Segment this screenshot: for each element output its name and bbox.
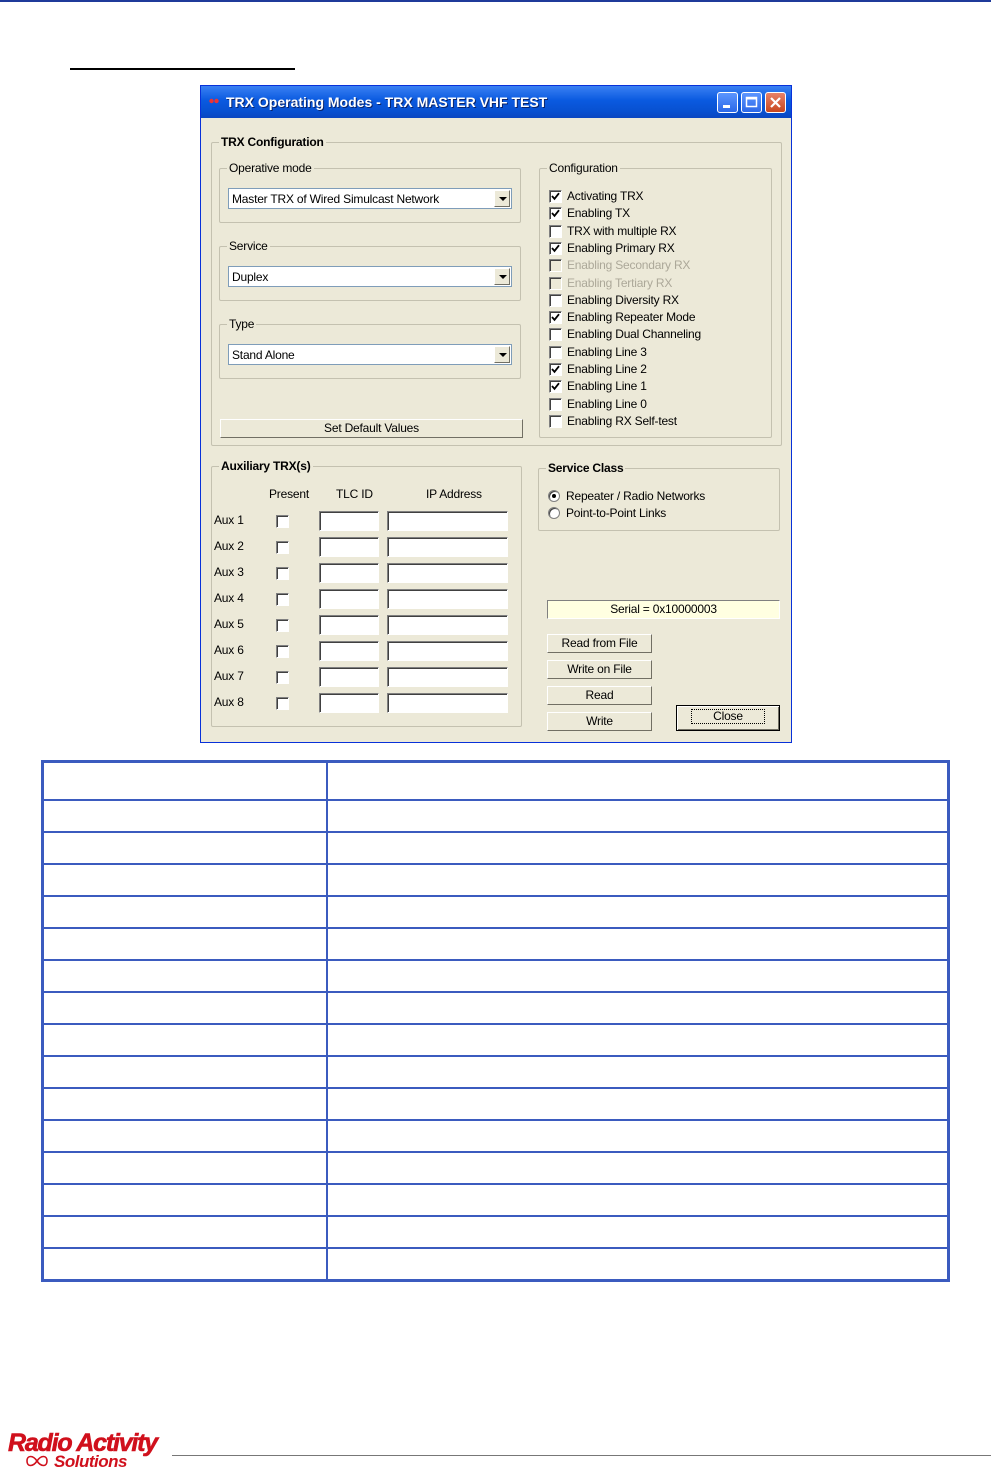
aux-ip-address-field[interactable]	[387, 641, 508, 661]
table-row	[43, 1152, 949, 1184]
aux-ip-address-field[interactable]	[387, 693, 508, 713]
chevron-down-icon[interactable]	[494, 346, 510, 363]
aux-ip-address-field[interactable]	[387, 511, 508, 531]
aux-ip-address-field[interactable]	[387, 589, 508, 609]
config-checkbox[interactable]	[549, 207, 562, 220]
table-row	[43, 800, 949, 832]
empty-table	[41, 760, 950, 1282]
checkmark-icon	[551, 209, 560, 218]
config-label: Enabling Repeater Mode	[567, 310, 696, 325]
page-top-rule	[0, 0, 991, 2]
ip-address-column-header: IP Address	[426, 487, 482, 501]
aux-present-checkbox[interactable]	[276, 541, 289, 554]
table-cell	[327, 1216, 949, 1248]
table-cell	[43, 1088, 327, 1120]
radio-dot-icon	[552, 494, 556, 498]
aux-tlc-id-field[interactable]	[319, 641, 379, 661]
serial-display: Serial = 0x10000003	[547, 600, 780, 619]
read-button[interactable]: Read	[547, 686, 652, 705]
config-checkbox[interactable]	[549, 225, 562, 238]
table-cell	[327, 928, 949, 960]
svg-text:Radio Activity: Radio Activity	[8, 1429, 157, 1457]
table-row	[43, 896, 949, 928]
maximize-icon	[742, 93, 761, 112]
service-class-group	[538, 461, 780, 531]
aux-row-label: Aux 4	[214, 591, 244, 605]
aux-row-label: Aux 1	[214, 513, 244, 527]
config-checkbox[interactable]	[549, 190, 562, 203]
table-row	[43, 832, 949, 864]
table-cell	[43, 992, 327, 1024]
table-cell	[327, 800, 949, 832]
config-label: Enabling Tertiary RX	[567, 275, 673, 290]
aux-ip-address-field[interactable]	[387, 537, 508, 557]
trx-configuration-group	[211, 135, 782, 446]
close-window-button[interactable]	[765, 92, 786, 113]
table-cell	[43, 864, 327, 896]
checkmark-icon	[551, 244, 560, 253]
aux-tlc-id-field[interactable]	[319, 667, 379, 687]
table-cell	[43, 1056, 327, 1088]
config-label: Enabling Line 2	[567, 362, 647, 376]
config-label: Enabling Line 3	[567, 344, 647, 359]
service-class-radio[interactable]	[548, 507, 560, 519]
table-row	[43, 992, 949, 1024]
table-cell	[327, 992, 949, 1024]
operative-mode-group	[219, 161, 521, 223]
config-label: Enabling Line 1	[567, 379, 647, 394]
aux-tlc-id-field[interactable]	[319, 563, 379, 583]
aux-present-checkbox[interactable]	[276, 697, 289, 710]
config-checkbox[interactable]	[549, 346, 562, 359]
operative-mode-select[interactable]	[228, 188, 512, 209]
aux-ip-address-field[interactable]	[387, 563, 508, 583]
table-row	[43, 762, 949, 801]
table-row	[43, 1056, 949, 1088]
aux-tlc-id-field[interactable]	[319, 693, 379, 713]
table-cell	[43, 896, 327, 928]
tlc-id-column-header: TLC ID	[336, 487, 373, 501]
type-label: Type	[229, 317, 255, 331]
aux-row-label: Aux 2	[214, 539, 244, 553]
config-checkbox[interactable]	[549, 415, 562, 428]
config-label: Enabling RX Self-test	[567, 413, 677, 428]
aux-tlc-id-field[interactable]	[319, 615, 379, 635]
table-cell	[327, 1152, 949, 1184]
config-label: Activating TRX	[567, 189, 644, 203]
table-row	[43, 928, 949, 960]
table-row	[43, 1184, 949, 1216]
config-checkbox[interactable]	[549, 294, 562, 307]
aux-tlc-id-field[interactable]	[319, 589, 379, 609]
aux-present-checkbox[interactable]	[276, 593, 289, 606]
config-label: Enabling Line 0	[567, 396, 647, 411]
config-label: Enabling Dual Channeling	[567, 327, 701, 342]
table-row	[43, 1088, 949, 1120]
table-cell	[43, 1184, 327, 1216]
service-group	[219, 239, 521, 301]
minimize-icon	[718, 93, 737, 112]
type-value: Stand Alone	[232, 348, 295, 362]
table-cell	[327, 1120, 949, 1152]
config-label: Enabling Primary RX	[567, 240, 675, 255]
chevron-down-icon[interactable]	[494, 268, 510, 285]
table-row	[43, 1248, 949, 1281]
close-icon	[766, 93, 785, 112]
aux-present-checkbox[interactable]	[276, 619, 289, 632]
aux-present-checkbox[interactable]	[276, 567, 289, 580]
table-cell	[327, 762, 949, 801]
table-cell	[327, 1184, 949, 1216]
operative-mode-value: Master TRX of Wired Simulcast Network	[232, 192, 440, 206]
checkmark-icon	[551, 313, 560, 322]
config-label: Enabling Secondary RX	[567, 258, 691, 273]
aux-row-label: Aux 6	[214, 643, 244, 657]
service-label: Service	[229, 239, 268, 253]
table-cell	[327, 864, 949, 896]
footer-rule	[172, 1455, 991, 1456]
table-cell	[43, 1216, 327, 1248]
auxiliary-trx-group	[211, 459, 522, 727]
table-row	[43, 864, 949, 896]
table-row	[43, 960, 949, 992]
write-button[interactable]: Write	[547, 712, 652, 731]
heading-underline	[70, 68, 295, 70]
config-checkbox	[549, 277, 562, 290]
auxiliary-trx-title: Auxiliary TRX(s)	[221, 459, 311, 473]
app-icon	[209, 97, 219, 105]
config-checkbox[interactable]	[549, 328, 562, 341]
config-checkbox	[549, 259, 562, 272]
minimize-button[interactable]	[717, 92, 738, 113]
type-group	[219, 317, 521, 379]
checkmark-icon	[551, 382, 560, 391]
aux-present-checkbox[interactable]	[276, 671, 289, 684]
chevron-down-icon[interactable]	[494, 190, 510, 207]
table-cell	[43, 1152, 327, 1184]
aux-ip-address-field[interactable]	[387, 667, 508, 687]
config-checkbox[interactable]	[549, 363, 562, 376]
config-label: TRX with multiple RX	[567, 223, 677, 238]
table-cell	[327, 1248, 949, 1281]
config-checkbox[interactable]	[549, 242, 562, 255]
table-cell	[43, 832, 327, 864]
table-cell	[43, 762, 327, 801]
aux-row-label: Aux 8	[214, 695, 244, 709]
config-label: Enabling Diversity RX	[567, 292, 679, 307]
table-cell	[327, 1088, 949, 1120]
table-cell	[43, 800, 327, 832]
table-cell	[43, 960, 327, 992]
service-select[interactable]	[228, 266, 512, 287]
checkmark-icon	[551, 365, 560, 374]
window-body	[205, 118, 787, 738]
aux-ip-address-field[interactable]	[387, 615, 508, 635]
type-select[interactable]	[228, 344, 512, 365]
table-cell	[327, 832, 949, 864]
aux-tlc-id-field[interactable]	[319, 537, 379, 557]
service-class-label: Repeater / Radio Networks	[566, 489, 706, 503]
config-label: Enabling TX	[567, 206, 630, 221]
configuration-title: Configuration	[549, 161, 618, 175]
table-cell	[43, 1024, 327, 1056]
table-cell	[43, 928, 327, 960]
table-row	[43, 1024, 949, 1056]
aux-present-checkbox[interactable]	[276, 645, 289, 658]
maximize-button[interactable]	[741, 92, 762, 113]
table-cell	[327, 1056, 949, 1088]
close-button[interactable]	[676, 705, 780, 731]
operative-mode-label: Operative mode	[229, 161, 312, 175]
set-default-values-button[interactable]: Set Default Values	[220, 419, 523, 438]
trx-operating-modes-window	[200, 85, 792, 743]
trx-configuration-title: TRX Configuration	[221, 135, 324, 149]
configuration-group	[539, 161, 772, 438]
table-cell	[327, 1024, 949, 1056]
window-title: TRX Operating Modes - TRX MASTER VHF TEST	[226, 94, 548, 110]
service-class-label: Point-to-Point Links	[566, 506, 667, 520]
table-cell	[327, 960, 949, 992]
svg-text:Solutions: Solutions	[54, 1452, 127, 1471]
aux-row-label: Aux 3	[214, 565, 244, 579]
aux-row-label: Aux 5	[214, 617, 244, 631]
table-cell	[43, 1248, 327, 1281]
checkmark-icon	[551, 192, 560, 201]
config-checkbox[interactable]	[549, 398, 562, 411]
service-value: Duplex	[232, 270, 269, 284]
radio-activity-logo	[6, 1425, 176, 1471]
aux-tlc-id-field[interactable]	[319, 511, 379, 531]
table-row	[43, 1216, 949, 1248]
title-bar[interactable]	[201, 86, 791, 118]
table-row	[43, 1120, 949, 1152]
close-button-label: Close	[691, 709, 765, 724]
config-checkbox[interactable]	[549, 380, 562, 393]
service-class-radio[interactable]	[548, 490, 560, 502]
service-class-title: Service Class	[548, 461, 624, 475]
write-on-file-button[interactable]: Write on File	[547, 660, 652, 679]
config-checkbox[interactable]	[549, 311, 562, 324]
table-cell	[327, 896, 949, 928]
table-cell	[43, 1120, 327, 1152]
aux-row-label: Aux 7	[214, 669, 244, 683]
aux-present-checkbox[interactable]	[276, 515, 289, 528]
present-column-header: Present	[269, 487, 309, 501]
read-from-file-button[interactable]: Read from File	[547, 634, 652, 653]
